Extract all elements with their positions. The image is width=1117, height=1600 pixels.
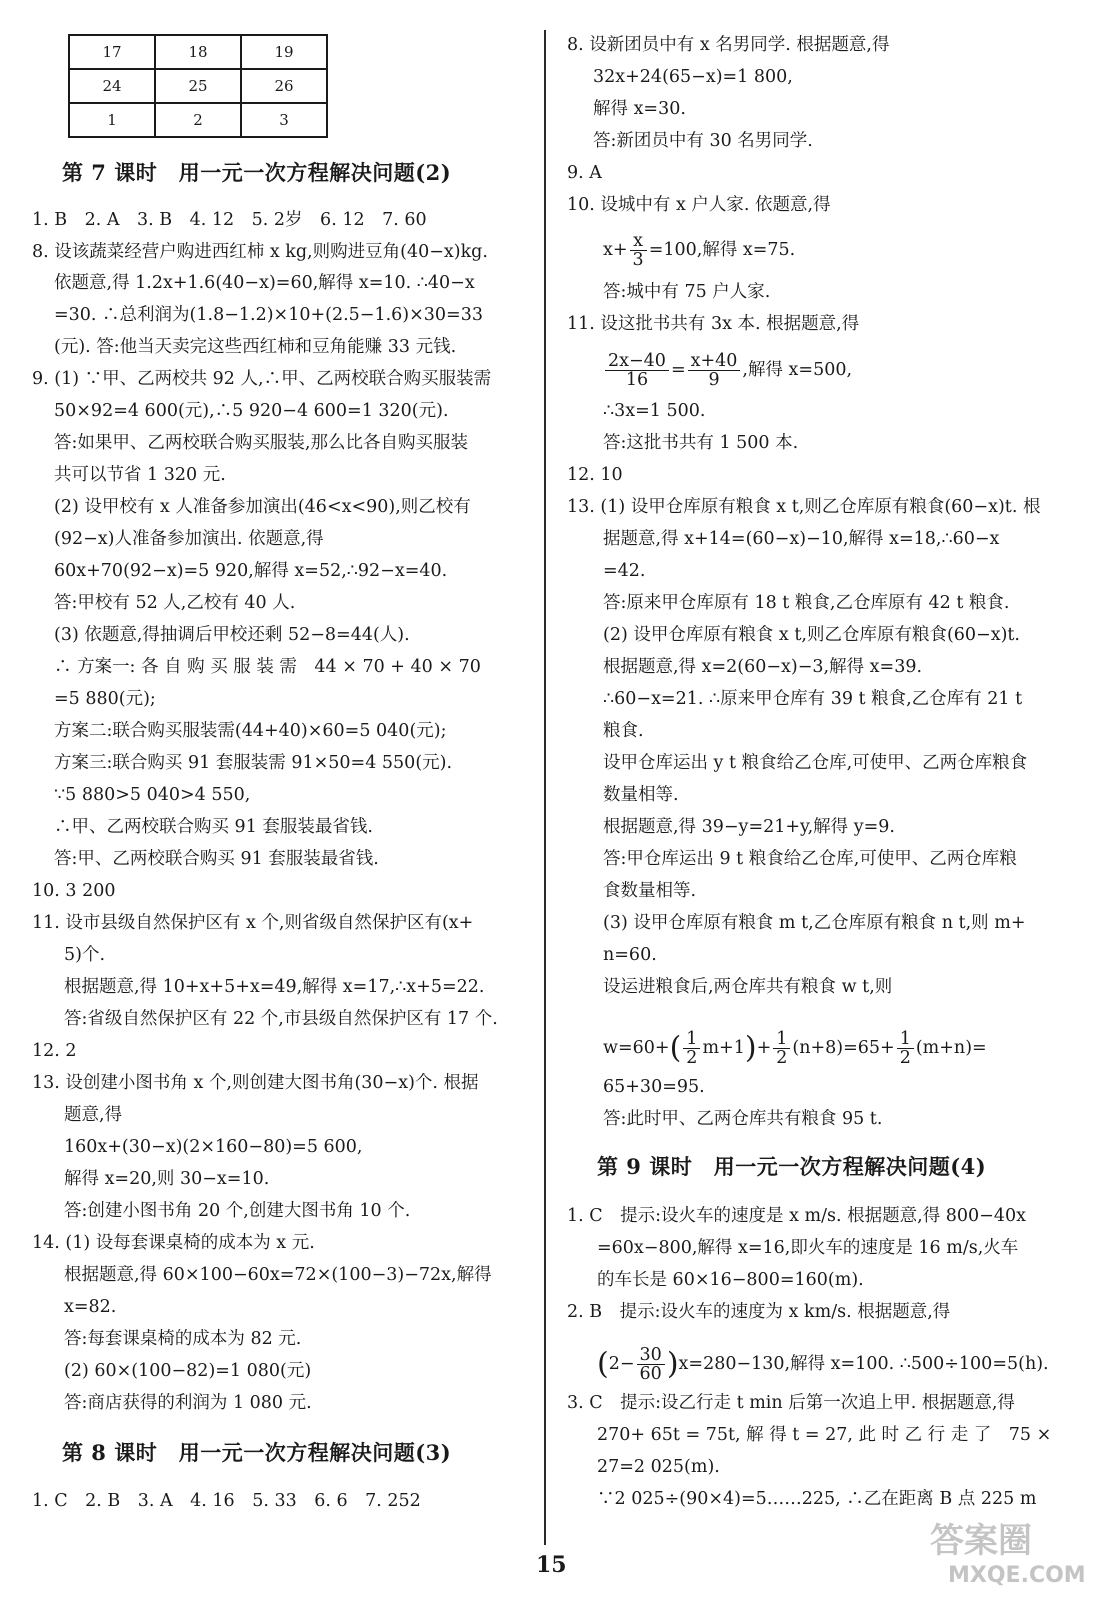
equation-part: =100,解得 x=75. bbox=[648, 240, 796, 260]
answer-line: =30. ∴总利润为(1.8−1.2)×10+(2.5−1.6)×30=33 bbox=[54, 305, 483, 325]
answer-line: (3) 设甲仓库原有粮食 m t,乙仓库原有粮食 n t,则 m+ bbox=[603, 913, 1026, 933]
answer-line: 根据题意,得 10+x+5+x=49,解得 x=17,∴x+5=22. bbox=[64, 977, 485, 997]
page-number: 15 bbox=[536, 1552, 567, 1578]
answer-line: 方案二:联合购买服装需(44+40)×60=5 040(元); bbox=[54, 721, 447, 741]
fraction-denominator: 2 bbox=[686, 1048, 698, 1068]
fraction bbox=[637, 1346, 665, 1383]
answer-line: ∴ 方案一: 各 自 购 买 服 装 需 44 × 70 + 40 × 70 bbox=[54, 657, 481, 677]
answer-line: 12. 2 bbox=[32, 1041, 77, 1061]
equation-line bbox=[603, 1030, 987, 1067]
equation-part: = bbox=[670, 360, 686, 380]
answer-line: 270+ 65t = 75t, 解 得 t = 27, 此 时 乙 行 走 了 75 × bbox=[597, 1425, 1052, 1445]
answer-line: 160x+(30−x)(2×160−80)=5 600, bbox=[64, 1137, 363, 1157]
answer-line: 27=2 025(m). bbox=[597, 1457, 720, 1477]
answer-line: 根据题意,得 x=2(60−x)−3,解得 x=39. bbox=[603, 657, 923, 677]
grid-cell: 25 bbox=[155, 69, 241, 103]
answer-line: 数量相等. bbox=[603, 785, 679, 805]
answer-line: 1. C 2. B 3. A 4. 16 5. 33 6. 6 7. 252 bbox=[32, 1491, 421, 1511]
fraction bbox=[773, 1030, 790, 1067]
answer-line: 8. 设该蔬菜经营户购进西红柿 x kg,则购进豆角(40−x)kg. bbox=[32, 242, 488, 262]
answer-line: 设运进粮食后,两仓库共有粮食 w t,则 bbox=[603, 977, 893, 997]
lesson-8-heading: 第 8 课时 用一元一次方程解决问题(3) bbox=[62, 1440, 452, 1465]
fraction bbox=[630, 232, 647, 269]
fraction-numerator: x bbox=[630, 232, 647, 251]
answer-line: 题意,得 bbox=[64, 1105, 123, 1125]
equation-line bbox=[603, 232, 795, 269]
equation-part: x+ bbox=[603, 240, 628, 260]
answer-line: =5 880(元); bbox=[54, 689, 156, 709]
answer-line: 9. A bbox=[567, 163, 602, 183]
answer-line: 10. 设城中有 x 户人家. 依题意,得 bbox=[567, 195, 831, 215]
answer-line: ∴3x=1 500. bbox=[603, 401, 706, 421]
equation-part: (m+n)= bbox=[915, 1038, 987, 1058]
grid-cell: 24 bbox=[69, 69, 155, 103]
fraction-denominator: 2 bbox=[899, 1048, 911, 1068]
grid-cell: 19 bbox=[241, 35, 327, 69]
grid-cell: 2 bbox=[155, 103, 241, 137]
equation-line bbox=[597, 1346, 1049, 1383]
equation-part: w=60+ bbox=[603, 1038, 670, 1058]
paren: ( bbox=[669, 1030, 682, 1066]
grid-cell: 18 bbox=[155, 35, 241, 69]
answer-line: n=60. bbox=[603, 945, 657, 965]
answer-line: 答:新团员中有 30 名男同学. bbox=[593, 131, 813, 151]
fraction-numerator: 2x−40 bbox=[605, 352, 669, 371]
fraction-numerator: 1 bbox=[773, 1030, 790, 1049]
answer-line: 答:商店获得的利润为 1 080 元. bbox=[64, 1393, 312, 1413]
answer-line: =60x−800,解得 x=16,即火车的速度是 16 m/s,火车 bbox=[597, 1238, 1019, 1258]
answer-line: 方案三:联合购买 91 套服装需 91×50=4 550(元). bbox=[54, 753, 453, 773]
answer-line: 据题意,得 x+14=(60−x)−10,解得 x=18,∴60−x bbox=[603, 529, 1000, 549]
answer-line: (2) 60×(100−82)=1 080(元) bbox=[64, 1361, 312, 1381]
equation-part: (n+8)=65+ bbox=[792, 1038, 895, 1058]
fraction-denominator: 60 bbox=[639, 1364, 662, 1384]
answer-line: 的车长是 60×16−800=160(m). bbox=[597, 1270, 864, 1290]
answer-line: 答:城中有 75 户人家. bbox=[603, 282, 771, 302]
answer-line: ∴60−x=21. ∴原来甲仓库有 39 t 粮食,乙仓库有 21 t bbox=[603, 689, 1023, 709]
answer-line: 11. 设市县级自然保护区有 x 个,则省级自然保护区有(x+ bbox=[32, 913, 474, 933]
equation-line bbox=[603, 352, 852, 389]
answer-line: 11. 设这批书共有 3x 本. 根据题意,得 bbox=[567, 314, 860, 334]
answer-line: 32x+24(65−x)=1 800, bbox=[593, 67, 793, 87]
answer-line: 答:创建小图书角 20 个,创建大图书角 10 个. bbox=[64, 1201, 411, 1221]
answer-line: 解得 x=30. bbox=[593, 99, 686, 119]
equation-part: + bbox=[756, 1038, 772, 1058]
fraction-denominator: 2 bbox=[776, 1048, 788, 1068]
answer-line: x=82. bbox=[64, 1297, 117, 1317]
fraction bbox=[688, 352, 741, 389]
fraction-numerator: x+40 bbox=[688, 352, 741, 371]
answer-line: 根据题意,得 39−y=21+y,解得 y=9. bbox=[603, 817, 895, 837]
fraction-denominator: 16 bbox=[625, 370, 649, 390]
fraction-denominator: 9 bbox=[708, 370, 720, 390]
watermark-text: 答案圈 bbox=[930, 1521, 1032, 1561]
answer-line: 14. (1) 设每套课桌椅的成本为 x 元. bbox=[32, 1233, 315, 1253]
answer-line: 答:甲校有 52 人,乙校有 40 人. bbox=[54, 593, 296, 613]
answer-line: (92−x)人准备参加演出. 依题意,得 bbox=[54, 529, 324, 549]
answer-line: 50×92=4 600(元),∴5 920−4 600=1 320(元). bbox=[54, 401, 449, 421]
answer-line: 10. 3 200 bbox=[32, 881, 116, 901]
fraction-numerator: 30 bbox=[637, 1346, 665, 1365]
answer-line: =42. bbox=[603, 561, 646, 581]
paren: ) bbox=[744, 1030, 757, 1066]
answer-line: 答:省级自然保护区有 22 个,市县级自然保护区有 17 个. bbox=[64, 1009, 498, 1029]
answer-line: 12. 10 bbox=[567, 465, 623, 485]
fraction bbox=[897, 1030, 914, 1067]
answer-line: 13. 设创建小图书角 x 个,则创建大图书角(30−x)个. 根据 bbox=[32, 1073, 479, 1093]
answer-line: (元). 答:他当天卖完这些西红柿和豆角能赚 33 元钱. bbox=[54, 337, 457, 357]
lesson-9-heading: 第 9 课时 用一元一次方程解决问题(4) bbox=[597, 1154, 987, 1179]
paren: ( bbox=[597, 1346, 609, 1382]
answer-line: 65+30=95. bbox=[603, 1077, 705, 1097]
grid-row bbox=[69, 103, 327, 137]
answer-line: 解得 x=20,则 30−x=10. bbox=[64, 1169, 270, 1189]
equation-part: 2− bbox=[608, 1354, 635, 1374]
answer-line: 依题意,得 1.2x+1.6(40−x)=60,解得 x=10. ∴40−x bbox=[54, 273, 475, 293]
column-divider bbox=[544, 30, 546, 1545]
answer-line: (2) 设甲校有 x 人准备参加演出(46<x<90),则乙校有 bbox=[54, 497, 471, 517]
answer-line: 答:每套课桌椅的成本为 82 元. bbox=[64, 1329, 302, 1349]
answer-line: 答:甲、乙两校联合购买 91 套服装最省钱. bbox=[54, 849, 379, 869]
fraction bbox=[605, 352, 669, 389]
answer-line: (3) 依题意,得抽调后甲校还剩 52−8=44(人). bbox=[54, 625, 410, 645]
fraction-numerator: 1 bbox=[897, 1030, 914, 1049]
grid-cell: 3 bbox=[241, 103, 327, 137]
watermark-logo bbox=[918, 1508, 1100, 1590]
answer-line: 粮食. bbox=[603, 721, 644, 741]
answer-line: 60x+70(92−x)=5 920,解得 x=52,∴92−x=40. bbox=[54, 561, 448, 581]
answer-line: 答:如果甲、乙两校联合购买服装,那么比各自购买服装 bbox=[54, 433, 468, 453]
equation-part: x=280−130,解得 x=100. ∴500÷100=5(h). bbox=[678, 1354, 1049, 1374]
answer-line: (2) 设甲仓库原有粮食 x t,则乙仓库原有粮食(60−x)t. bbox=[603, 625, 1020, 645]
answer-line: 8. 设新团员中有 x 名男同学. 根据题意,得 bbox=[567, 35, 890, 55]
answer-line: 答:此时甲、乙两仓库共有粮食 95 t. bbox=[603, 1109, 883, 1129]
answer-line: 共可以节省 1 320 元. bbox=[54, 465, 226, 485]
fraction-numerator: 1 bbox=[683, 1030, 700, 1049]
watermark-url: MXQE.COM bbox=[948, 1563, 1086, 1588]
answer-line: 3. C 提示:设乙行走 t min 后第一次追上甲. 根据题意,得 bbox=[567, 1393, 1015, 1413]
number-grid bbox=[68, 34, 328, 138]
answer-line: 答:这批书共有 1 500 本. bbox=[603, 433, 799, 453]
equation-part: ,解得 x=500, bbox=[742, 360, 853, 380]
answer-line: 2. B 提示:设火车的速度为 x km/s. 根据题意,得 bbox=[567, 1302, 951, 1322]
answer-line: 13. (1) 设甲仓库原有粮食 x t,则乙仓库原有粮食(60−x)t. 根 bbox=[567, 497, 1041, 517]
answer-line: ∵2 025÷(90×4)=5……225, ∴乙在距离 B 点 225 m bbox=[597, 1489, 1037, 1509]
grid-cell: 26 bbox=[241, 69, 327, 103]
answer-line: 根据题意,得 60×100−60x=72×(100−3)−72x,解得 bbox=[64, 1265, 492, 1285]
answer-line: 9. (1) ∵甲、乙两校共 92 人,∴甲、乙两校联合购买服装需 bbox=[32, 369, 492, 389]
paren: ) bbox=[666, 1346, 679, 1382]
answer-line: 答:原来甲仓库原有 18 t 粮食,乙仓库原有 42 t 粮食. bbox=[603, 593, 1010, 613]
equation-part: m+1 bbox=[702, 1038, 745, 1058]
grid-cell: 17 bbox=[69, 35, 155, 69]
fraction-denominator: 3 bbox=[632, 250, 644, 270]
answer-line: ∴甲、乙两校联合购买 91 套服装最省钱. bbox=[54, 817, 373, 837]
answer-line: 设甲仓库运出 y t 粮食给乙仓库,可使甲、乙两仓库粮食 bbox=[603, 753, 1028, 773]
answer-line: 食数量相等. bbox=[603, 881, 697, 901]
answer-line: 5)个. bbox=[64, 945, 106, 965]
grid-cell: 1 bbox=[69, 103, 155, 137]
fraction bbox=[683, 1030, 700, 1067]
grid-row bbox=[69, 35, 327, 69]
answer-line: 1. C 提示:设火车的速度是 x m/s. 根据题意,得 800−40x bbox=[567, 1206, 1026, 1226]
grid-row bbox=[69, 69, 327, 103]
lesson-7-heading: 第 7 课时 用一元一次方程解决问题(2) bbox=[62, 160, 452, 185]
answer-line: 答:甲仓库运出 9 t 粮食给乙仓库,可使甲、乙两仓库粮 bbox=[603, 849, 1017, 869]
answer-line: ∵5 880>5 040>4 550, bbox=[54, 785, 251, 805]
answer-line: 1. B 2. A 3. B 4. 12 5. 2岁 6. 12 7. 60 bbox=[32, 210, 427, 230]
